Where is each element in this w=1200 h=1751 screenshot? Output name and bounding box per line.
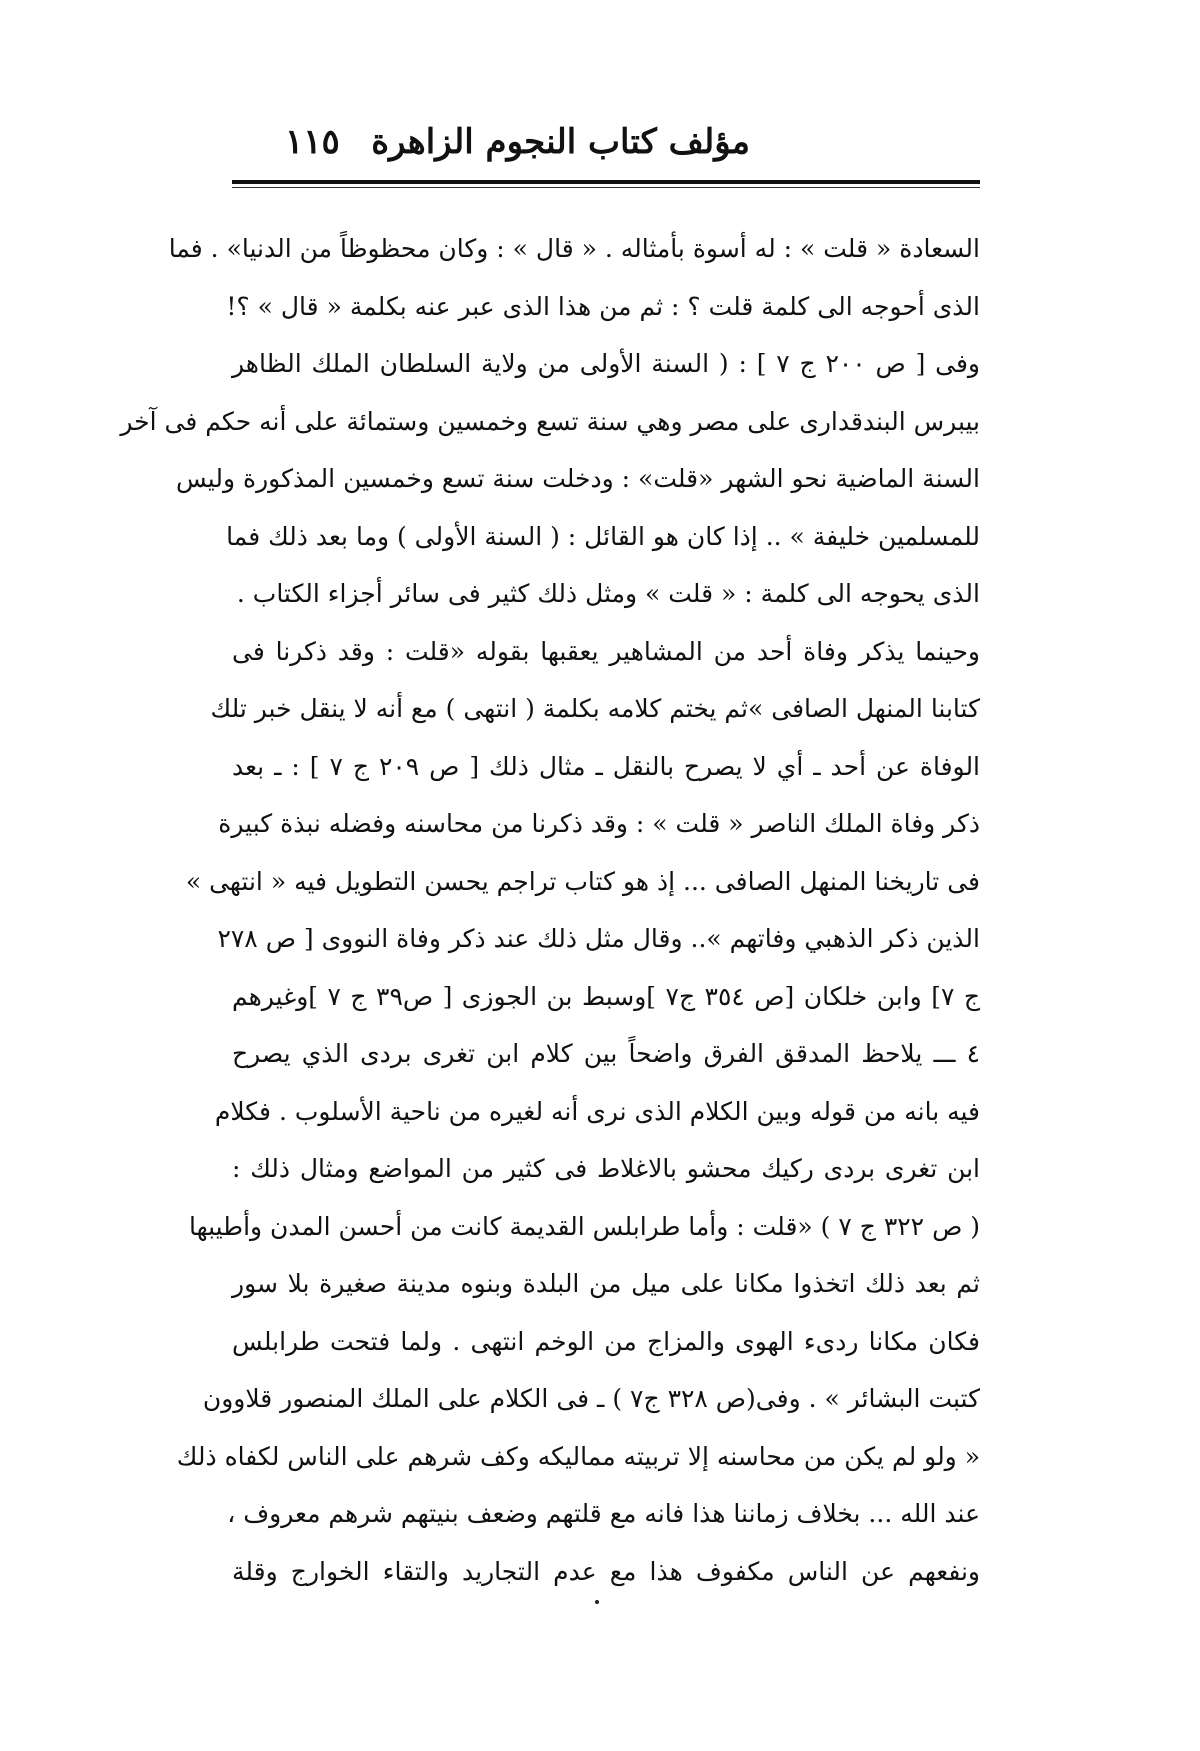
text-line: الوفاة عن أحد ـ أي لا يصرح بالنقل ـ مثال ذلك [ ص ٢٠٩ ج ٧ ] : ـ بعد bbox=[232, 751, 981, 781]
text-line: ثم بعد ذلك اتخذوا مكانا على ميل من البلدة وبنوه مدينة صغيرة بلا سور bbox=[232, 1269, 980, 1298]
text-line: عند الله ... بخلاف زماننا هذا فانه مع قلتهم وضعف بنيتهم شرهم معروف ، bbox=[227, 1499, 980, 1528]
text-line: فى تاريخنا المنهل الصافى ... إذ هو كتاب تراجم يحسن التطويل فيه « انتهى » bbox=[185, 866, 980, 896]
text-line: الذين ذكر الذهبي وفاتهم ».. وقال مثل ذلك عند ذكر وفاة النووى [ ص ٢٧٨ bbox=[217, 924, 980, 953]
text-line: فكان مكانا ردىء الهوى والمزاج من الوخم انتهى . ولما فتحت طرابلس bbox=[232, 1326, 980, 1356]
text-line: ٤ ـــ يلاحظ المدقق الفرق واضحاً بين كلام ابن تغرى بردى الذي يصرح bbox=[232, 1039, 980, 1068]
text-line: « ولو لم يكن من محاسنه إلا تربيته مماليكه وكف شرهم على الناس لكفاه ذلك bbox=[176, 1441, 980, 1471]
text-line: الذى أحوجه الى كلمة قلت ؟ : ثم من هذا الذى عبر عنه بكلمة « قال » ؟! bbox=[226, 291, 980, 321]
text-line: وحينما يذكر وفاة أحد من المشاهير يعقبها بقوله «قلت : وقد ذكرنا فى bbox=[232, 636, 980, 666]
body-text bbox=[120, 220, 981, 1600]
header-title: مؤلف كتاب النجوم الزاهرة bbox=[371, 122, 750, 162]
page-number: ١١٥ bbox=[285, 122, 340, 162]
text-line: كتابنا المنهل الصافى »ثم يختم كلامه بكلمة ( انتهى ) مع أنه لا ينقل خبر تلك bbox=[210, 694, 980, 723]
running-header bbox=[230, 118, 980, 168]
text-line: كتبت البشائر » . وفى(ص ٣٢٨ ج٧ ) ـ فى الكلام على الملك المنصور قلاوون bbox=[202, 1384, 980, 1413]
text-line: ونفعهم عن الناس مكفوف هذا مع عدم التجاريد والتقاء الخوارج وقلة bbox=[232, 1556, 980, 1586]
header-rule-thin bbox=[232, 187, 980, 188]
text-line: للمسلمين خليفة » .. إذا كان هو القائل : ( السنة الأولى ) وما بعد ذلك فما bbox=[226, 521, 980, 551]
text-line: ابن تغرى بردى ركيك محشو بالاغلاط فى كثير من المواضع ومثال ذلك : bbox=[232, 1154, 980, 1183]
text-line: وفى [ ص ٢٠٠ ج ٧ ] : ( السنة الأولى من ولاية السلطان الملك الظاهر bbox=[232, 349, 980, 378]
header-rule bbox=[232, 180, 980, 184]
text-line: السنة الماضية نحو الشهر «قلت» : ودخلت سنة تسع وخمسين المذكورة وليس bbox=[175, 464, 980, 493]
text-line: بيبرس البندقدارى على مصر وهي سنة تسع وخمسين وستمائة على أنه حكم فى آخر bbox=[120, 406, 980, 436]
text-line: الذى يحوجه الى كلمة : « قلت » ومثل ذلك كثير فى سائر أجزاء الكتاب . bbox=[236, 579, 980, 608]
footer-dot bbox=[595, 1600, 599, 1604]
text-line: ( ص ٣٢٢ ج ٧ ) «قلت : وأما طرابلس القديمة كانت من أحسن المدن وأطيبها bbox=[188, 1211, 980, 1241]
text-line: ذكر وفاة الملك الناصر « قلت » : وقد ذكرنا من محاسنه وفضله نبذة كبيرة bbox=[218, 809, 980, 838]
text-line: ج ٧] وابن خلكان [ص ٣٥٤ ج٧ ]وسبط بن الجوزى [ ص٣٩ ج ٧ ]وغيرهم bbox=[232, 981, 980, 1011]
text-line: فيه بانه من قوله وبين الكلام الذى نرى أنه لغيره من ناحية الأسلوب . فكلام bbox=[214, 1096, 980, 1126]
text-line: السعادة « قلت » : له أسوة بأمثاله . « قال » : وكان محظوظاً من الدنيا»‌ . فما bbox=[168, 234, 980, 263]
